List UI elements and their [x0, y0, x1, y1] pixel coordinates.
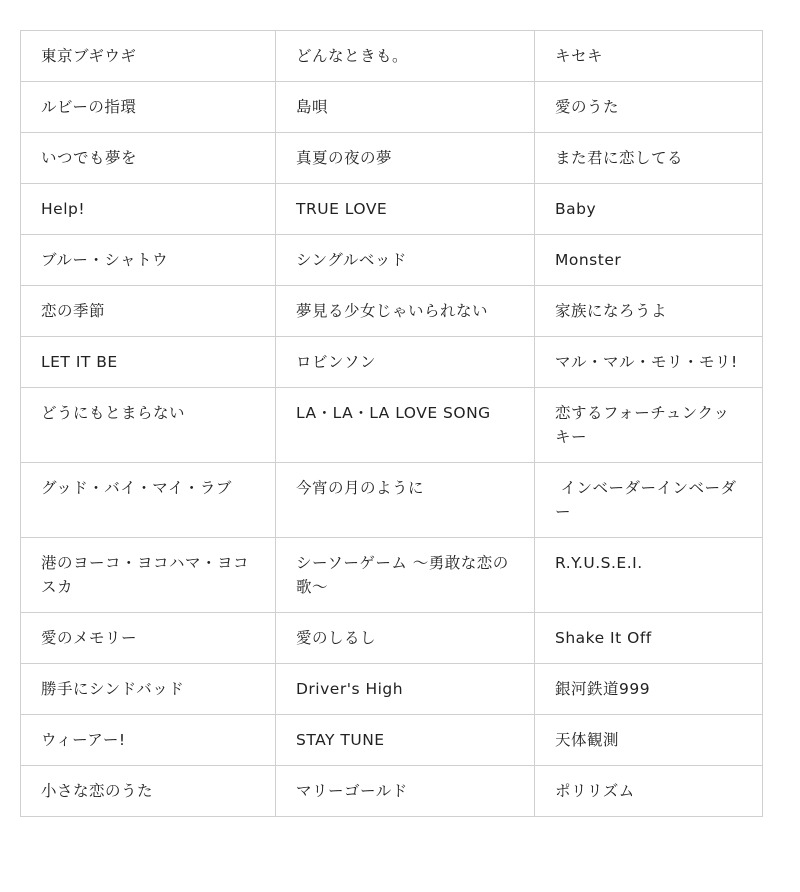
table-cell: 今宵の月のように — [276, 463, 535, 538]
table-cell: LA・LA・LA LOVE SONG — [276, 388, 535, 463]
table-cell: 勝手にシンドバッド — [21, 664, 276, 715]
table-cell: Shake It Off — [535, 613, 763, 664]
table-row — [21, 337, 763, 388]
table-row — [21, 133, 763, 184]
table-row — [21, 235, 763, 286]
table-cell: グッド・バイ・マイ・ラブ — [21, 463, 276, 538]
table-cell: Monster — [535, 235, 763, 286]
table-row — [21, 82, 763, 133]
table-cell: また君に恋してる — [535, 133, 763, 184]
table-cell: TRUE LOVE — [276, 184, 535, 235]
table-cell: ポリリズム — [535, 766, 763, 817]
table-cell: 愛のメモリー — [21, 613, 276, 664]
table-cell: 恋の季節 — [21, 286, 276, 337]
table-cell: 銀河鉄道999 — [535, 664, 763, 715]
table-cell: Driver's High — [276, 664, 535, 715]
table-row — [21, 388, 763, 463]
table-row — [21, 286, 763, 337]
table-cell: ルビーの指環 — [21, 82, 276, 133]
table-cell: 真夏の夜の夢 — [276, 133, 535, 184]
table-row — [21, 538, 763, 613]
table-cell: ロビンソン — [276, 337, 535, 388]
table-cell: Help! — [21, 184, 276, 235]
table-row — [21, 715, 763, 766]
table-cell: 天体観測 — [535, 715, 763, 766]
table-cell: Baby — [535, 184, 763, 235]
table-cell: 愛のしるし — [276, 613, 535, 664]
table-row — [21, 613, 763, 664]
table-cell: LET IT BE — [21, 337, 276, 388]
table-cell: 家族になろうよ — [535, 286, 763, 337]
table-cell: R.Y.U.S.E.I. — [535, 538, 763, 613]
song-table-body — [21, 31, 763, 817]
table-cell: 愛のうた — [535, 82, 763, 133]
table-row — [21, 766, 763, 817]
table-cell: ウィーアー! — [21, 715, 276, 766]
song-title-table — [20, 30, 763, 817]
table-cell: 島唄 — [276, 82, 535, 133]
table-cell: ブルー・シャトウ — [21, 235, 276, 286]
table-cell: インベーダーインベーダー — [535, 463, 763, 538]
table-cell: マル・マル・モリ・モリ! — [535, 337, 763, 388]
table-cell: キセキ — [535, 31, 763, 82]
table-cell: 恋するフォーチュンクッキー — [535, 388, 763, 463]
table-row — [21, 664, 763, 715]
table-cell: 東京ブギウギ — [21, 31, 276, 82]
table-row — [21, 184, 763, 235]
table-cell: 港のヨーコ・ヨコハマ・ヨコスカ — [21, 538, 276, 613]
table-cell: 夢見る少女じゃいられない — [276, 286, 535, 337]
song-table-container — [20, 30, 762, 817]
table-cell: どうにもとまらない — [21, 388, 276, 463]
table-cell: STAY TUNE — [276, 715, 535, 766]
table-cell: いつでも夢を — [21, 133, 276, 184]
table-cell: シングルベッド — [276, 235, 535, 286]
table-cell: シーソーゲーム 〜勇敢な恋の歌〜 — [276, 538, 535, 613]
table-cell: どんなときも。 — [276, 31, 535, 82]
table-row — [21, 463, 763, 538]
table-cell: マリーゴールド — [276, 766, 535, 817]
table-cell: 小さな恋のうた — [21, 766, 276, 817]
table-row — [21, 31, 763, 82]
